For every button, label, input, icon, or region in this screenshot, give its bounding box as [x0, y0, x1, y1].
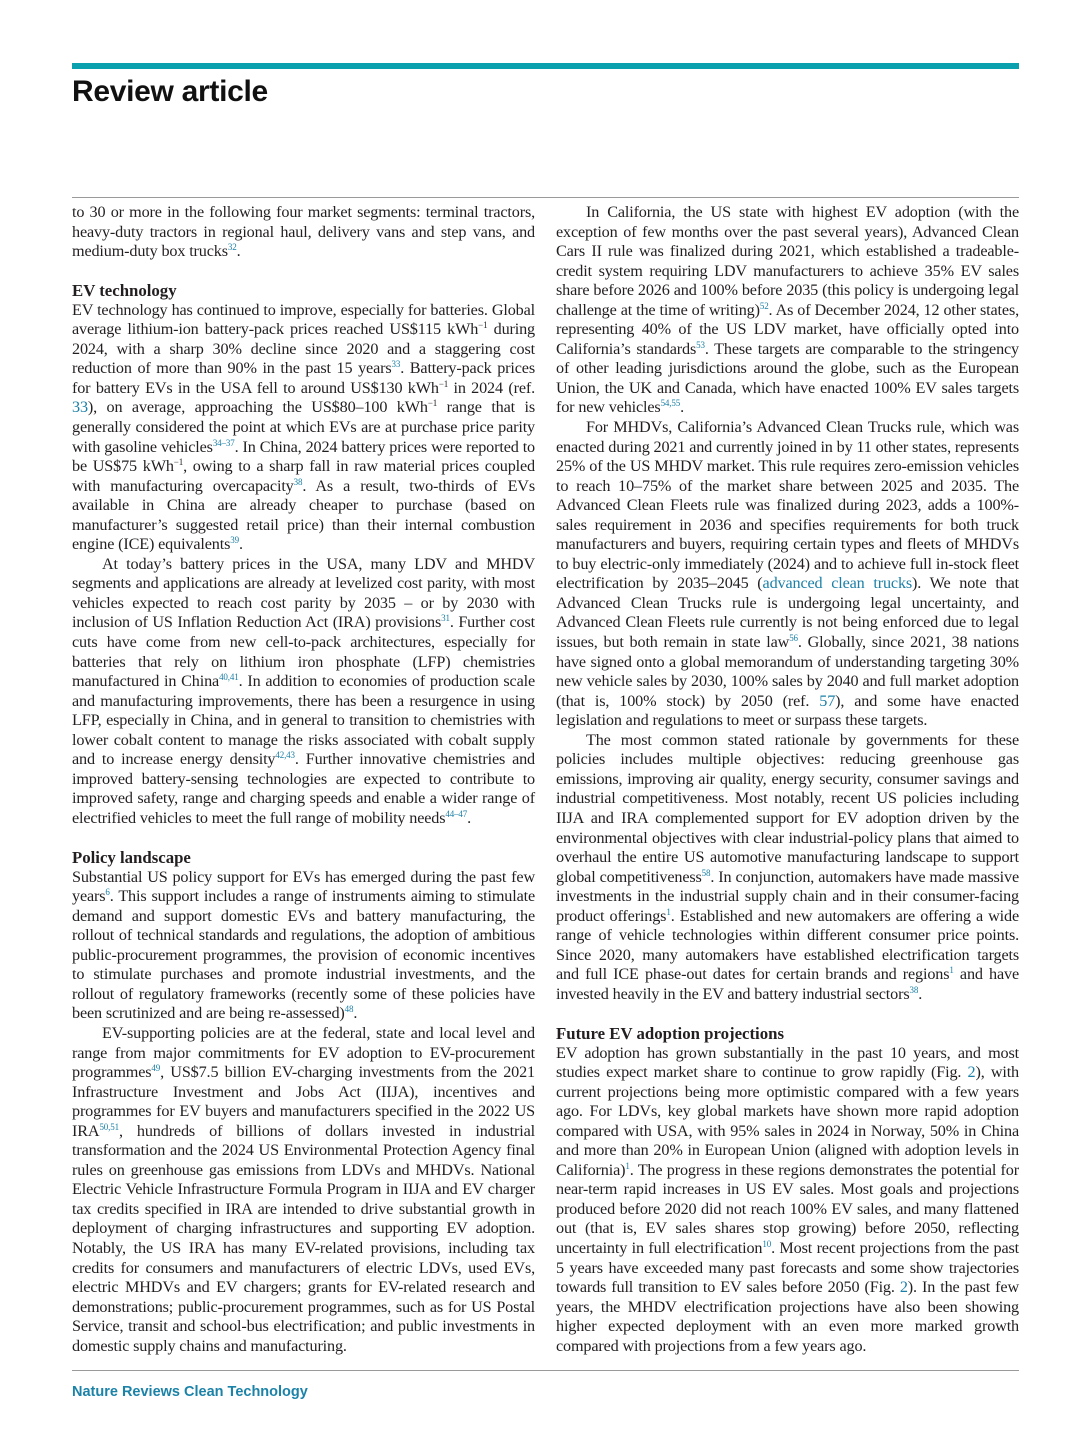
citation-link[interactable]: 40,41: [219, 672, 239, 683]
text-run: , hundreds of billions of dollars invested in industrial transformation and the 2024 US Environmental Protection Agency final rules on greenhouse gas emissions from LDVs and MHDVs. National Electric Vehicle Infrastructure Formula Program in IIJA and EV charger tax credits specified in IRA are intended to drive substantial growth in deployment of charging infrastructures and supporting EV adoption. Notably, the US IRA has many EV-related provisions, including tax credits for consumers and manufacturers of electric LDVs, used EVs, electric MHDVs and EV chargers; grants for EV-related research and demonstrations; public-procurement programmes, such as for US Postal Service, transit and school-bus electrification; and public investments in domestic supply chains and manufacturing.: [72, 1121, 535, 1355]
inline-link[interactable]: 33: [72, 398, 88, 417]
citation-link[interactable]: 34–37: [212, 437, 235, 448]
citation-link[interactable]: 58: [701, 867, 711, 878]
citation-link[interactable]: 54,55: [660, 398, 681, 409]
citation-link[interactable]: 42,43: [275, 750, 295, 761]
text-run: EV technology has continued to improve, especially for batteries. Global average lithium-ion battery-pack prices reached US$115 kWh: [72, 300, 535, 339]
citation-link[interactable]: 48: [344, 1004, 354, 1015]
citation-link[interactable]: 49: [151, 1063, 161, 1074]
citation-link[interactable]: 44–47: [445, 808, 468, 819]
text-run: ). We note that Advanced Clean Trucks rule is undergoing legal uncertainty, and Advanced Clean Fleets rule currently is not being enforced due to legal issues, but both remain in state law: [556, 574, 1019, 652]
section-heading: Future EV adoption projections: [556, 1023, 784, 1043]
citation-link[interactable]: 52: [759, 300, 769, 311]
text-run: in 2024 (ref.: [448, 378, 535, 397]
body-paragraph: [72, 868, 535, 1024]
unit-superscript: −1: [438, 378, 449, 389]
text-run: .: [680, 398, 684, 417]
text-run: range that is generally considered the point at which EVs are at purchase price parity with gasoline vehicles: [72, 398, 535, 456]
body-paragraph: [72, 1024, 535, 1356]
citation-link[interactable]: 38: [909, 984, 919, 995]
section-heading: Policy landscape: [72, 848, 191, 868]
footer-divider: [72, 1370, 1019, 1371]
text-run: ), with current projections being more optimistic compared with a few years ago. For LDVs, key global markets have shown more rapid adoption compared with USA, with 95% sales in 2024 in Norway, 50% in China and more than 20% in European Union (aligned with adoption levels in California): [556, 1063, 1019, 1179]
journal-name: Nature Reviews Clean Technology: [72, 1384, 308, 1401]
unit-superscript: −1: [427, 398, 438, 409]
inline-link[interactable]: 2: [899, 1278, 908, 1297]
header-divider: [72, 197, 1019, 198]
text-run: . This support includes a range of instruments aiming to stimulate demand and support domestic EVs and battery manufacturing, the rollout of technical standards and regulations, the adoption of ambitious public-procurement programmes, the provision of economic incentives to stimulate purchases and promote industrial investments, and the rollout of regulatory frameworks (recently some of these policies have been scrutinized and are being re-assessed): [72, 887, 535, 1023]
text-run: . These targets are comparable to the stringency of other leading jurisdictions around the globe, such as the European Union, the UK and Canada, which have enacted 100% EV sales targets for new vehicles: [556, 339, 1019, 417]
body-paragraph: [72, 555, 535, 829]
unit-superscript: −1: [478, 320, 488, 331]
text-run: For MHDVs, California’s Advanced Clean Trucks rule, which was enacted during 2021 and currently joined in by 11 other states, represents 25% of the US MHDV market. This rule requires zero-emission vehicles to reach 10–75% of the market share between 2025 and 2035. The Advanced Clean Fleets rule was finalized during 2023, adds a 100%-sales requirement in 2036 and specifies requirements for both truck manufacturers and buyers, requiring certain types and fleets of MHDVs to buy electric-only immediately (2024) and to achieve full in-stock fleet electrification by 2035–2045 (: [556, 418, 1019, 593]
text-run: . Established and new automakers are offering a wide range of vehicle technologies within different consumer price points. Since 2020, many automakers have established electrification targets and full ICE phase-out dates for certain brands and regions: [556, 906, 1019, 984]
citation-link[interactable]: 32: [227, 242, 237, 253]
citation-link[interactable]: 33: [391, 359, 401, 370]
text-run: .: [238, 535, 243, 554]
text-run: to 30 or more in the following four market segments: terminal tractors, heavy-duty tractors in regional haul, delivery vans and step vans, and medium-duty box trucks: [72, 203, 535, 261]
text-run: .: [236, 242, 241, 261]
body-paragraph: [556, 731, 1019, 1005]
text-run: Substantial US policy support for EVs has emerged during the past few years: [72, 867, 535, 906]
citation-link[interactable]: 50,51: [99, 1121, 119, 1132]
text-run: during 2024, with a sharp 30% decline since 2020 and a staggering cost reduction of more than 90% in the past 15 years: [72, 320, 535, 378]
text-run: .: [467, 808, 472, 827]
text-run: . Most recent projections from the past 5 years have exceeded many past forecasts and some show trajectories towards full transition to EV sales before 2050 (Fig.: [556, 1238, 1020, 1297]
text-run: In California, the US state with highest EV adoption (with the exception of few months over the past several years), Advanced Clean Cars II rule was finalized during 2021, which established a tradeable-credit system requiring LDV manufacturers to achieve 35% EV sales share before 2026 and 100% before 2035 (this policy is undergoing legal challenge at the time of writing): [556, 203, 1019, 319]
text-run: EV adoption has grown substantially in the past 10 years, and most studies expect market share to continue to grow rapidly (Fig.: [556, 1043, 1019, 1082]
body-paragraph: [72, 203, 535, 262]
citation-link[interactable]: 6: [105, 887, 110, 898]
text-run: . Further cost cuts have come from new cell-to-pack architectures, especially for batteries that rely on lithium iron phosphate (LFP) chemistries manufactured in China: [72, 613, 535, 691]
inline-link[interactable]: advanced clean trucks: [762, 574, 913, 593]
article-type-heading: Review article: [72, 75, 268, 108]
text-run: At today’s battery prices in the USA, many LDV and MHDV segments and applications are already at levelized cost parity, with most vehicles expected to reach cost parity by 2035 – or by 2030 with inclusion of US Inflation Reduction Act (IRA) provisions: [72, 554, 535, 632]
citation-link[interactable]: 56: [789, 633, 798, 644]
text-run: . As a result, two-thirds of EVs available in China are already cheaper to purchase (based on manufacturer’s suggested retail price) than their internal combustion engine (ICE) equivalents: [72, 476, 535, 554]
citation-link[interactable]: 39: [230, 535, 239, 546]
citation-link[interactable]: 1: [949, 965, 954, 976]
text-run: , US$7.5 billion EV-charging investments from the 2021 Infrastructure Investment and Jobs Act (IIJA), incentives and programmes for EV buyers and manufacturers specified in the 2022 US IRA: [72, 1063, 535, 1140]
citation-link[interactable]: 10: [762, 1238, 772, 1249]
text-run: EV-supporting policies are at the federal, state and local level and range from major commitments for EV adoption to EV-procurement programmes: [72, 1023, 535, 1082]
text-run: ), and some have enacted legislation and regulations to meet or surpass these targets.: [556, 691, 1019, 730]
body-paragraph: [556, 203, 1019, 418]
text-column-right: [556, 203, 1019, 1356]
citation-link[interactable]: 1: [625, 1160, 630, 1171]
text-run: . In addition to economies of production scale and manufacturing improvements, there has been a resurgence in using LFP, especially in China, and in general to transition to chemistries with lower cobalt content to manage the risks associated with cobalt supply and to increase energy density: [72, 672, 535, 769]
text-run: and have invested heavily in the EV and battery industrial sectors: [556, 965, 1019, 1003]
body-paragraph: [556, 1044, 1019, 1357]
body-paragraph: [72, 301, 535, 555]
inline-link[interactable]: 2: [967, 1063, 976, 1082]
citation-link[interactable]: 53: [696, 339, 705, 350]
text-run: ). In the past few years, the MHDV electrification projections have also been showing higher expected deployment with an even more marked growth compared with projections from a few years ago.: [556, 1278, 1019, 1355]
text-run: ), on average, approaching the US$80–100 kWh: [87, 398, 428, 417]
text-run: .: [353, 1004, 358, 1023]
citation-link[interactable]: 31: [441, 613, 450, 624]
header-accent-bar: [72, 63, 1019, 69]
text-run: . The progress in these regions demonstrates the potential for near-term rapid increases in US EV sales. Most goals and projections produced before 2020 did not reach 100% EV sales, and many flattened out (that is, EV sales shares stop growing) before 2050, reflecting uncertainty in full electrification: [556, 1160, 1019, 1257]
text-column-left: [72, 203, 535, 1356]
section-heading: EV technology: [72, 281, 177, 301]
inline-link[interactable]: 57: [819, 691, 836, 710]
text-run: The most common stated rationale by governments for these policies includes multiple objectives: reducing greenhouse gas emissions, improving air quality, energy security, consumer savings and industrial competitiveness. Most notably, recent US policies including IIJA and IRA complemented support for EV adoption driven by the environmental objectives with clear industrial-policy plans that aimed to overhaul the entire US automotive manufacturing landscape to support global competitiveness: [556, 730, 1019, 886]
text-run: . In China, 2024 battery prices were reported to be US$75 kWh: [72, 437, 536, 476]
unit-superscript: −1: [173, 457, 184, 468]
text-run: . As of December 2024, 12 other states, representing 40% of the US LDV market, have officially opted into California’s standards: [556, 300, 1019, 358]
text-run: , owing to a sharp fall in raw material prices coupled with manufacturing overcapacity: [72, 457, 536, 495]
text-run: . Globally, since 2021, 38 nations have signed onto a global memorandum of understanding targeting 30% new vehicle sales by 2030, 100% sales by 2040 and full market adoption (that is, 100% stock) by 2050 (ref.: [556, 633, 1019, 710]
citation-link[interactable]: 38: [293, 476, 303, 487]
text-run: . In conjunction, automakers have made massive investments in the industrial supply chain and in their consumer-facing product offerings: [556, 867, 1019, 925]
text-run: .: [918, 984, 923, 1003]
text-run: . Battery-pack prices for battery EVs in the USA fell to around US$130 kWh: [72, 359, 535, 397]
body-paragraph: [556, 418, 1019, 731]
text-columns: [72, 203, 1019, 1356]
citation-link[interactable]: 1: [666, 906, 671, 917]
text-run: . Further innovative chemistries and improved battery-sensing technologies are expected to contribute to improved safety, range and charging speeds and enable a wider range of electrified vehicles to meet the full range of mobility needs: [72, 750, 535, 827]
